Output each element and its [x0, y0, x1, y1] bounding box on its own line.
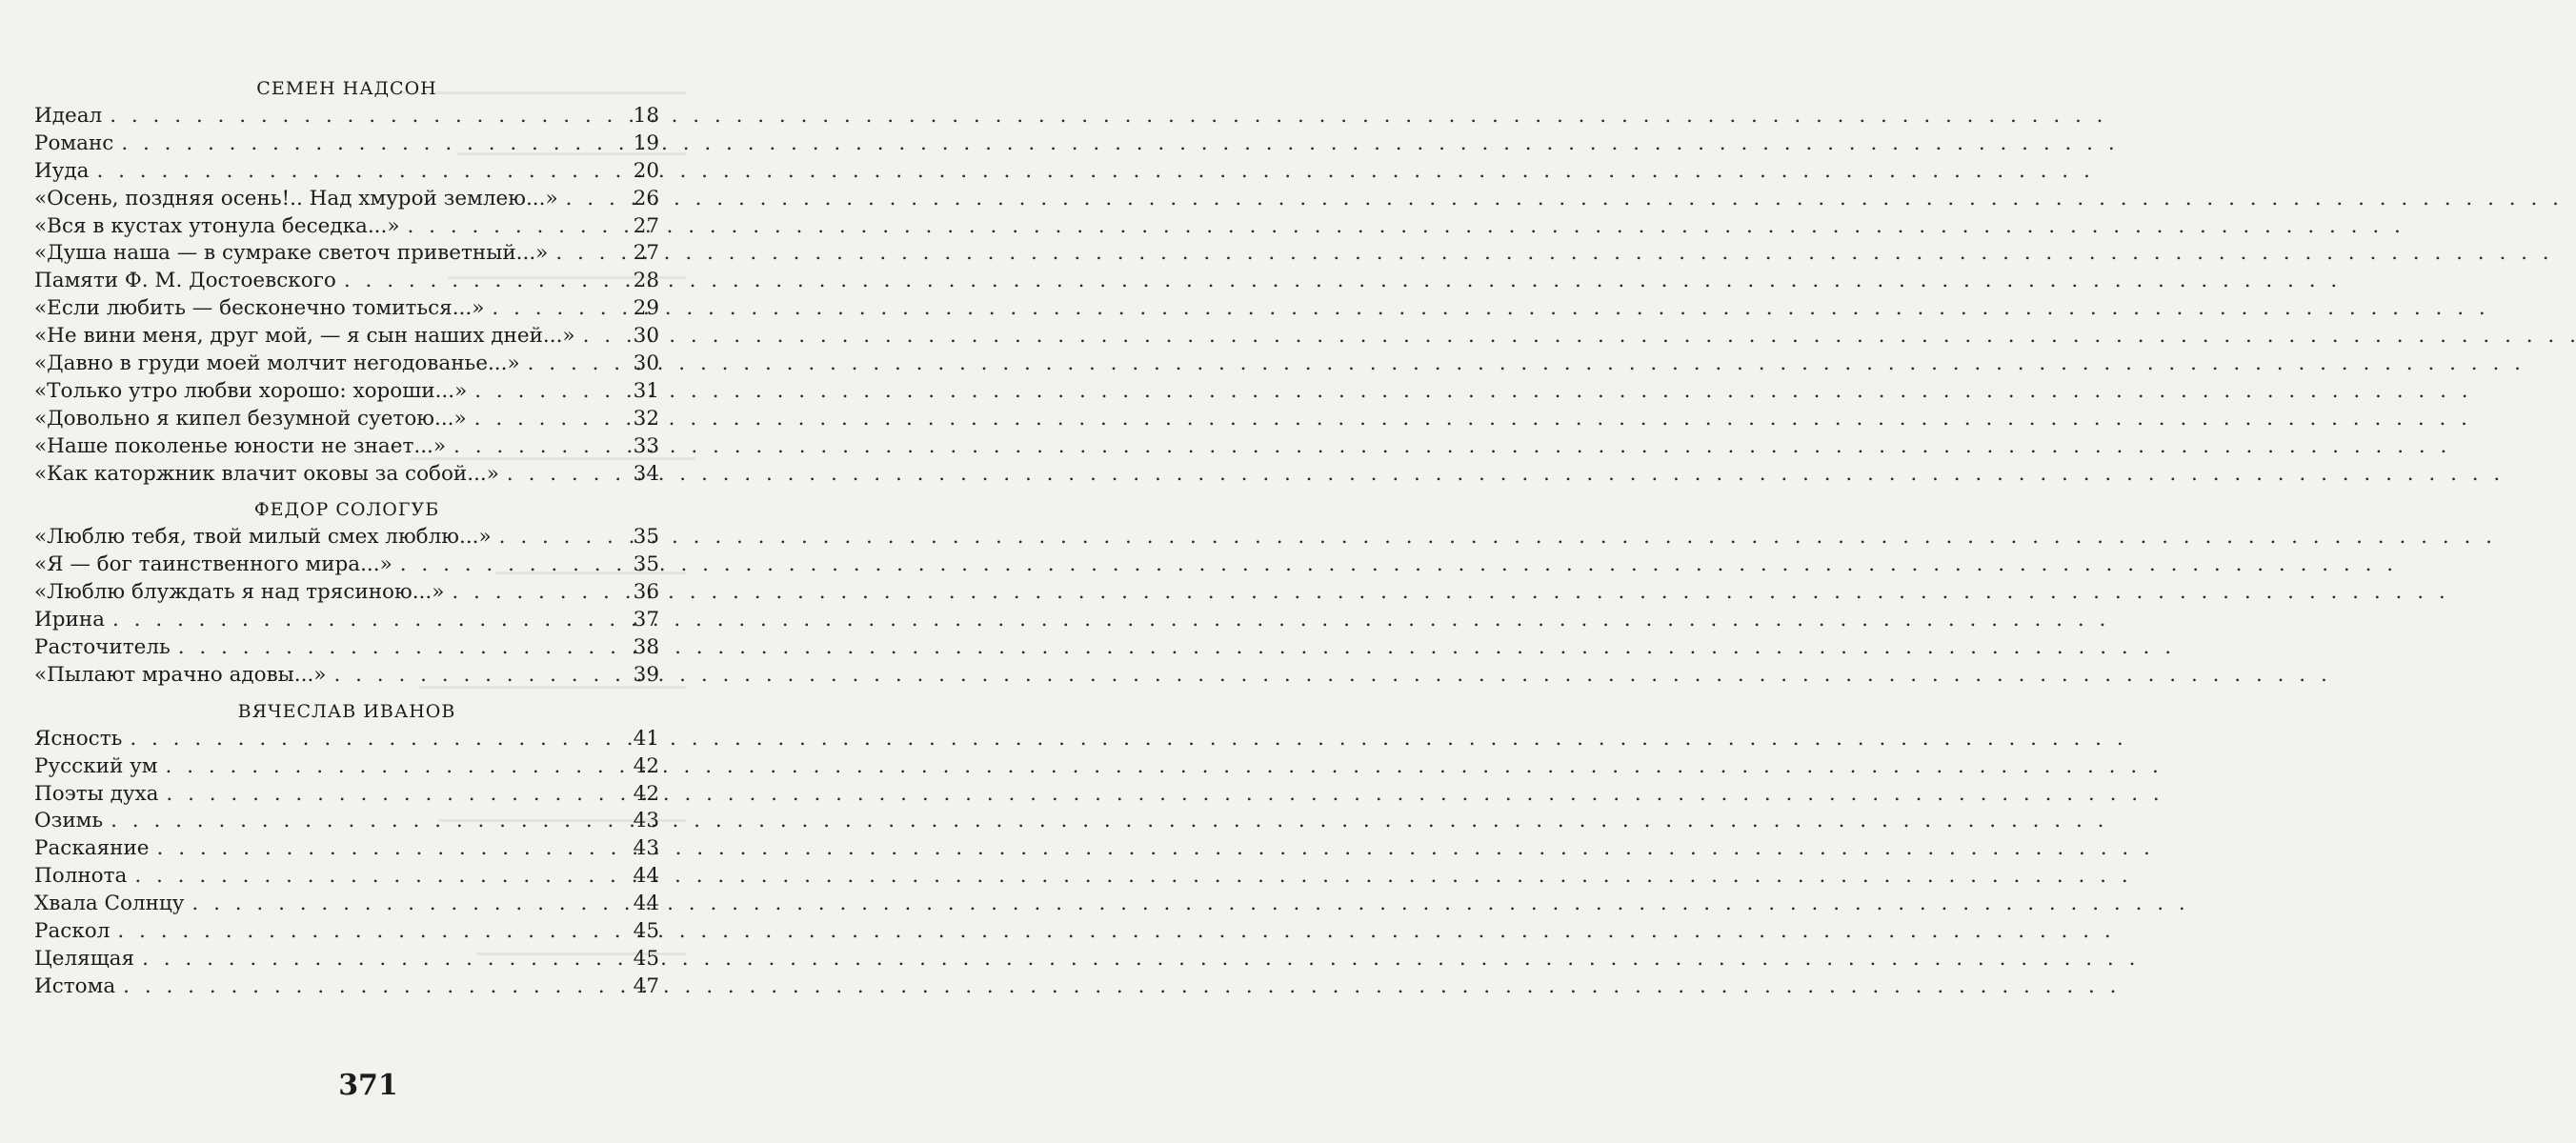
- entry-page-number: 47: [633, 973, 659, 998]
- entry-page-number: 28: [633, 269, 659, 293]
- entry-page-number: 42: [633, 753, 659, 778]
- entry-page-number: 34: [633, 461, 659, 486]
- entry-title: Целящая: [34, 946, 135, 971]
- toc-entry: [34, 186, 659, 213]
- toc-entry: [34, 781, 659, 809]
- entry-page-number: 36: [633, 580, 659, 605]
- entry-page-number: 44: [633, 864, 659, 889]
- toc-entry: [34, 130, 659, 158]
- toc-entry: [34, 662, 659, 690]
- toc-entry: [34, 726, 659, 753]
- entry-page-number: 45: [633, 946, 659, 971]
- dot-leader: [134, 946, 621, 973]
- entry-page-number: 37: [633, 608, 659, 632]
- dot-leader: [89, 158, 621, 186]
- dot-leader: [326, 662, 621, 690]
- entry-page-number: 27: [633, 213, 659, 238]
- entry-page-number: 27: [633, 241, 659, 266]
- section-title: СЕМЕН НАДСОН: [256, 78, 437, 99]
- entry-title: Хвала Солнцу: [34, 892, 185, 916]
- entry-title: Памяти Ф. М. Достоевского: [34, 269, 336, 293]
- entry-page-number: 35: [633, 552, 659, 577]
- toc-entry: [34, 524, 659, 551]
- page-number: 371: [338, 1069, 398, 1102]
- toc-entry: [34, 579, 659, 607]
- dot-leader: [158, 781, 621, 809]
- entry-page-number: 18: [633, 104, 659, 128]
- entry-title: Ясность: [34, 726, 123, 751]
- dot-leader: [171, 634, 621, 662]
- toc-entry: [34, 295, 659, 323]
- dot-leader: [446, 433, 621, 461]
- entry-title: «Наше поколенье юности не знает...»: [34, 433, 447, 458]
- toc-entry: [34, 268, 659, 295]
- entry-title: Поэты духа: [34, 781, 159, 806]
- entry-title: Иуда: [34, 158, 90, 183]
- entry-title: «Пылают мрачно адовы...»: [34, 662, 327, 687]
- dot-leader: [150, 835, 621, 863]
- entry-title: «Душа наша — в сумраке светоч приветный...»: [34, 241, 549, 266]
- entry-page-number: 30: [633, 351, 659, 376]
- dot-leader: [558, 186, 621, 213]
- entry-page-number: 42: [633, 781, 659, 806]
- toc-entry: [34, 323, 659, 351]
- entry-title: Романс: [34, 130, 114, 155]
- entry-page-number: 35: [633, 525, 659, 550]
- dot-leader: [444, 579, 621, 607]
- entry-title: «Давно в груди моей молчит негодованье...»: [34, 351, 520, 376]
- toc-entry: [34, 634, 659, 662]
- entry-page-number: 38: [633, 635, 659, 660]
- dot-leader: [102, 103, 621, 130]
- toc-entry: [34, 103, 659, 130]
- dot-leader: [467, 378, 621, 406]
- toc-entry: [34, 378, 659, 406]
- toc-entry: [34, 607, 659, 634]
- dot-leader: [113, 130, 621, 158]
- entry-page-number: 26: [633, 186, 659, 211]
- section-title: ВЯЧЕСЛАВ ИВАНОВ: [237, 700, 456, 722]
- entry-page-number: 39: [633, 662, 659, 687]
- entry-title: «Вся в кустах утонула беседка...»: [34, 213, 400, 238]
- entry-page-number: 31: [633, 378, 659, 403]
- entry-page-number: 44: [633, 892, 659, 916]
- entry-page-number: 45: [633, 919, 659, 944]
- toc-entry: [34, 240, 659, 268]
- toc-entry: [34, 808, 659, 835]
- toc-entry: [34, 918, 659, 946]
- dot-leader: [115, 973, 621, 1001]
- entry-title: Полнота: [34, 864, 128, 889]
- dot-leader: [400, 213, 622, 241]
- entry-title: Истома: [34, 973, 116, 998]
- entry-title: «Довольно я кипел безумной суетою...»: [34, 406, 467, 431]
- entry-title: Раскол: [34, 919, 111, 944]
- toc-entry: [34, 351, 659, 378]
- toc-entry: [34, 551, 659, 579]
- toc-entry: [34, 406, 659, 433]
- dot-leader: [336, 268, 621, 295]
- toc-entry: [34, 863, 659, 891]
- entry-title: Идеал: [34, 104, 103, 128]
- entry-title: Ирина: [34, 608, 105, 632]
- dot-leader: [105, 607, 621, 634]
- dot-leader: [492, 524, 621, 551]
- toc-entry: [34, 158, 659, 186]
- toc-entry: [34, 213, 659, 241]
- entry-page-number: 29: [633, 296, 659, 321]
- entry-title: «Как каторжник влачит оковы за собой...»: [34, 461, 499, 486]
- dot-leader: [127, 863, 621, 891]
- dot-leader: [122, 726, 621, 753]
- entry-page-number: 19: [633, 130, 659, 155]
- entry-page-number: 33: [633, 433, 659, 458]
- entry-title: «Я — бог таинственного мира...»: [34, 552, 392, 577]
- dot-leader: [499, 461, 621, 489]
- entry-page-number: 32: [633, 406, 659, 431]
- dot-leader: [484, 295, 621, 323]
- entry-title: «Только утро любви хорошо: хороши...»: [34, 378, 468, 403]
- table-of-contents: [34, 74, 659, 1001]
- entry-title: Расточитель: [34, 635, 171, 660]
- entry-title: «Не вини меня, друг мой, — я сын наших дней...»: [34, 324, 575, 349]
- toc-entry: [34, 835, 659, 863]
- entry-title: Озимь: [34, 809, 104, 833]
- toc-entry: [34, 973, 659, 1001]
- dot-leader: [575, 323, 621, 351]
- entry-page-number: 43: [633, 809, 659, 833]
- section-title: ФЕДОР СОЛОГУБ: [253, 499, 440, 521]
- entry-page-number: 20: [633, 158, 659, 183]
- toc-entry: [34, 753, 659, 781]
- entry-page-number: 43: [633, 836, 659, 861]
- dot-leader: [392, 551, 621, 579]
- dot-leader: [110, 918, 621, 946]
- dot-leader: [467, 406, 621, 433]
- entry-title: «Осень, поздняя осень!.. Над хмурой землею...»: [34, 186, 558, 211]
- dot-leader: [548, 240, 621, 268]
- entry-page-number: 30: [633, 324, 659, 349]
- toc-entry: [34, 946, 659, 973]
- entry-page-number: 41: [633, 726, 659, 751]
- toc-entry: [34, 433, 659, 461]
- entry-title: Русский ум: [34, 753, 158, 778]
- dot-leader: [103, 808, 621, 835]
- toc-entry: [34, 891, 659, 918]
- entry-title: «Люблю тебя, твой милый смех люблю...»: [34, 525, 492, 550]
- entry-title: «Если любить — бесконечно томиться...»: [34, 296, 485, 321]
- dot-leader: [520, 351, 621, 378]
- entry-title: Раскаяние: [34, 836, 150, 861]
- toc-entry: [34, 461, 659, 489]
- entry-title: «Люблю блуждать я над трясиною...»: [34, 580, 445, 605]
- dot-leader: [158, 753, 621, 781]
- dot-leader: [184, 891, 621, 918]
